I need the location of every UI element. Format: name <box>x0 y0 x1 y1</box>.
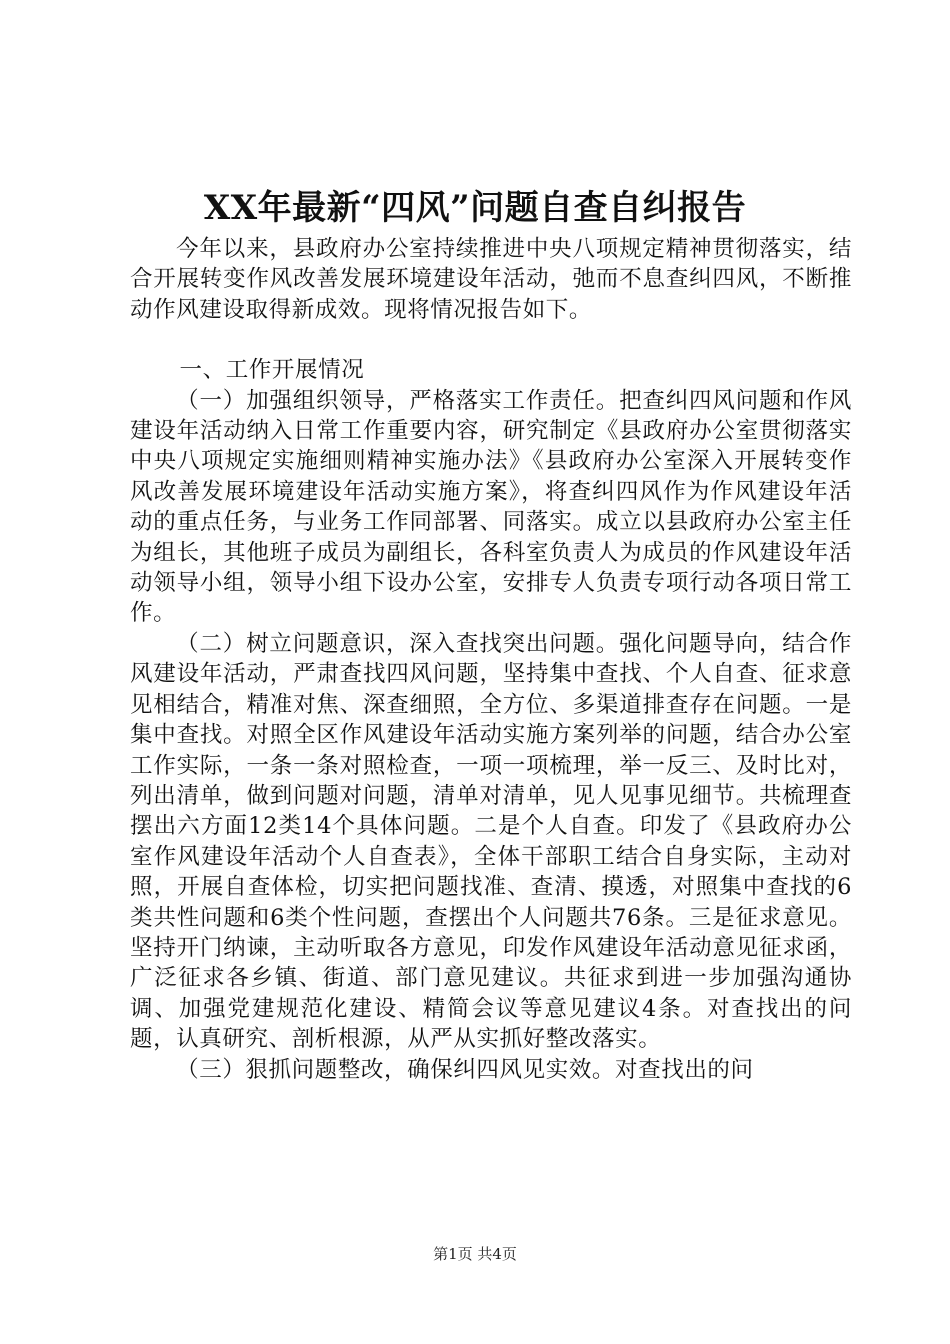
section-heading-1: 一、工作开展情况 <box>179 357 365 384</box>
document-body <box>130 234 852 1085</box>
intro-paragraph: 今年以来，县政府办公室持续推进中央八项规定精神贯彻落实，结合开展转变作风改善发展环境建设年活动，弛而不息查纠四风，不断推动作风建设取得新成效。现将情况报告如下。 <box>130 236 852 323</box>
page-footer: 第1页 共4页 <box>433 1245 517 1263</box>
paragraph-rectification: （三）狠抓问题整改，确保纠四风见实效。对查找出的问 <box>176 1056 754 1083</box>
paragraph-organization: （一）加强组织领导，严格落实工作责任。把查纠四风问题和作风建设年活动纳入日常工作重要内容，研究制定《县政府办公室贯彻落实中央八项规定实施细则精神实施办法》《县政府办公室深入开展转变作风改善发展环境建设年活动实施方案》，将查纠四风作为作风建设年活动的重点任务，与业务工作同部署、同落实。成立以县政府办公室主任为组长，其他班子成员为副组长，各科室负责人为成员的作风建设年活动领导小组，领导小组下设办公室，安排专人负责专项行动各项日常工作。 <box>130 387 852 627</box>
document-title: XX年最新“四风”问题自查自纠报告 <box>203 188 747 228</box>
paragraph-problem-awareness: （二）树立问题意识，深入查找突出问题。强化问题导向，结合作风建设年活动，严肃查找四风问题，坚持集中查找、个人自查、征求意见相结合，精准对焦、深查细照，全方位、多渠道排查存在问题。一是集中查找。对照全区作风建设年活动实施方案列举的问题，结合办公室工作实际，一条一条对照检查，一项一项梳理，举一反三、及时比对，列出清单，做到问题对问题，清单对清单，见人见事见细节。共梳理查摆出六方面12类14个具体问题。二是个人自查。印发了《县政府办公室作风建设年活动个人自查表》，全体干部职工结合自身实际，主动对照，开展自查体检，切实把问题找准、查清、摸透，对照集中查找的6类共性问题和6类个性问题，查摆出个人问题共76条。三是征求意见。坚持开门纳谏，主动听取各方意见，印发作风建设年活动意见征求函，广泛征求各乡镇、街道、部门意见建议。共征求到进一步加强沟通协调、加强党建规范化建设、精简会议等意见建议4条。对查找出的问题，认真研究、剖析根源，从严从实抓好整改落实。 <box>130 630 852 1053</box>
